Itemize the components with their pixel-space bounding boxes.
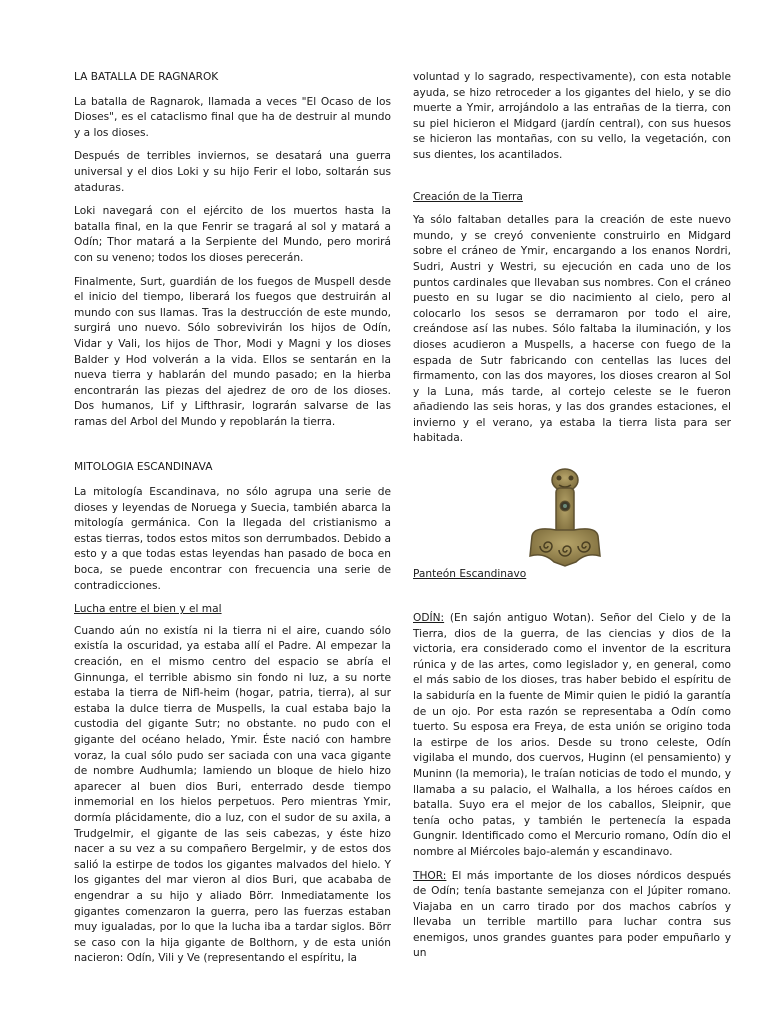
paragraph: Cuando aún no existía ni la tierra ni el aire, cuando sólo existía la oscuridad, ya estaba allí el Padre. Al empezar la creación, en el mismo centro del espacio se abría el Ginnunga, el terrible abismo sin fondo ni luz, a su norte estaba la tierra de Nifl-heim (hogar, patria, tierra), al sur estaba la dulce tierra de Muspells, la cual estaba bajo la custodia del gigante Sutr; no obstante. no pudo con el gigante del océano helado, Ymir. Éste nació con hambre voraz, la cual sólo pudo ser saciada con una vaca gigante de nombre Audhumla; lamiendo un bloque de hielo hizo aparecer al buen dios Buri, enterrado desde tiempo inmemorial en los hielos perpetuos. Pero mientras Ymir, dormía plácidamente, dio a luz, con el sudor de su axila, a Trudgelmir, el gigante de las seis cabezas, y éste hizo nacer a su vez a su compañero Bergelmir, y de estos dos salió la estirpe de todos los gigantes malvados del hielo. Y los gigantes del mar vieron al dios Buri, que acababa de engendrar a su hijo y aliado Börr. Inmediatamente los gigantes comenzaron la guerra, pero las fuerzas estaban muy igualadas, por lo que la lucha iba a tardar siglos. Börr se caso con la hija gigante de Bolthorn, y de esta unión nacieron: Odín, Vili y Ve (representando el espíritu, la <box>74 624 391 965</box>
subheading-lucha: Lucha entre el bien y el mal <box>74 603 222 616</box>
thor-hammer-image <box>526 466 604 568</box>
heading-mitologia: MITOLOGIA ESCANDINAVA <box>74 461 213 474</box>
paragraph: Loki navegará con el ejército de los muertos hasta la batalla final, en la que Fenrir se tragará al sol y matará a Odín; Thor matará a la Serpiente del Mundo, pero morirá con su veneno; todos los dioses perecerán. <box>74 205 391 264</box>
paragraph: La batalla de Ragnarok, llamada a veces "El Ocaso de los Dioses", es el cataclismo final que ha de destruir al mundo y a los dioses. <box>74 95 391 139</box>
paragraph: Ya sólo faltaban detalles para la creación de este nuevo mundo, y se creyó conveniente construirlo en Midgard sobre el cráneo de Ymir, encargando a los enanos Nordri, Sudri, Austri y Westri, su ejecución en cada uno de los puntos cardinales que llevaban sus nombres. Con el cráneo puesto en su lugar se dio nacimiento al cielo, pero al colocarlo los sesos se derramaron por todo el aire, creándose así las nubes. Sólo faltaba la iluminación, y los dioses acudieron a Muspells, a hacerse con fuego de la espada de Sutr fabricando con centellas las luces del firmamento, con las dos mayores, los dioses crearon al Sol y la Luna, más tarde, al cortejo celeste se le fueron añadiendo las seis horas, y las dos grandes estaciones, el invierno y el verano, ya estaba la tierra lista para ser habitada. <box>413 214 731 445</box>
paragraph: voluntad y lo sagrado, respectivamente), con esta notable ayuda, se hizo retroceder a los gigantes del hielo, y se dio muerte a Ymir, arrojándolo a las entrañas de la tierra, con su piel hicieron el Midgard (jardín central), con sus huesos se hicieron las montañas, con su vello, la vegetación, con sus dientes, los acantilados. <box>413 71 731 161</box>
thor-label: THOR: <box>413 869 447 882</box>
paragraph: Después de terribles inviernos, se desatará una guerra universal y el dios Loki y su hijo Ferir el lobo, soltarán sus ataduras. <box>74 150 391 194</box>
thor-text: El más importante de los dioses nórdicos después de Odín; tenía bastante semejanza con el Júpiter romano. Viajaba en un carro tirado por dos machos cabríos y llevaba un terrible martillo para luchar contra sus enemigos, unos grandes guantes para poder empuñarlo y un <box>413 869 731 960</box>
right-column-lower <box>413 611 731 970</box>
left-column <box>74 70 391 975</box>
odin-text: (En sajón antiguo Wotan). Señor del Cielo y de la Tierra, dios de la guerra, de las ciencias y dios de la victoria, era considerado como el inventor de la escritura rúnica y de las artes, como legislador y, en general, como el más sabio de los dioses, tras haber bebido el espíritu de la sabiduría en la fuente de Mimir quien le pidió la garantía de un ojo. Por esta razón se representaba a Odín como tuerto. Su esposa era Freya, de esta unión se origino toda la estirpe de los arios. Desde su trono celeste, Odín vigilaba el mundo, dos cuervos, Huginn (el pensamiento) y Muninn (la memoria), le traían noticias de todo el mundo, y llamaba a su palacio, el Walhalla, a los héroes caídos en batalla. Suyo era el mejor de los caballos, Sleipnir, que tenía ocho patas, y también le pertenecía la espada Gungnir. Identificado como el Mercurio romano, Odín dio el nombre al Miércoles bajo-alemán y escandinavo. <box>413 612 731 858</box>
odin-label: ODÍN: <box>413 612 445 624</box>
paragraph-thor <box>413 869 731 963</box>
heading-ragnarok: LA BATALLA DE RAGNAROK <box>74 71 219 83</box>
right-column <box>413 70 731 455</box>
subheading-creacion: Creación de la Tierra <box>413 190 523 203</box>
paragraph: La mitología Escandinava, no sólo agrupa una serie de dioses y leyendas de Noruega y Suecia, también abarca la mitología germánica. Con la llegada del cristianismo a estas tierras, todos estos mitos son derrumbados. Debido a esto y a que todas estas leyendas han pasado de boca en boca, se puede encontrar con frecuencia una serie de contradicciones. <box>74 486 391 592</box>
paragraph-odin <box>413 611 731 861</box>
paragraph: Finalmente, Surt, guardián de los fuegos de Muspell desde el inicio del tiempo, liberará los fuegos que destruirán al mundo con sus llamas. Tras la destrucción de este mundo, surgirá uno nuevo. Sólo sobrevivirán los hijos de Odín, Vidar y Vali, los hijos de Thor, Modi y Magni y los dioses Balder y Hod volverán a la vida. Ellos se sentarán en la nueva tierra y hablarán del mundo pasado; en la hierba encontrarán las piezas del ajedrez de oro de los dioses. Dos humanos, Lif y Lifthrasir, lograrán salvarse de las ramas del Arbol del Mundo y repoblarán la tierra. <box>74 275 391 428</box>
caption-panteon: Panteón Escandinavo <box>413 568 527 580</box>
